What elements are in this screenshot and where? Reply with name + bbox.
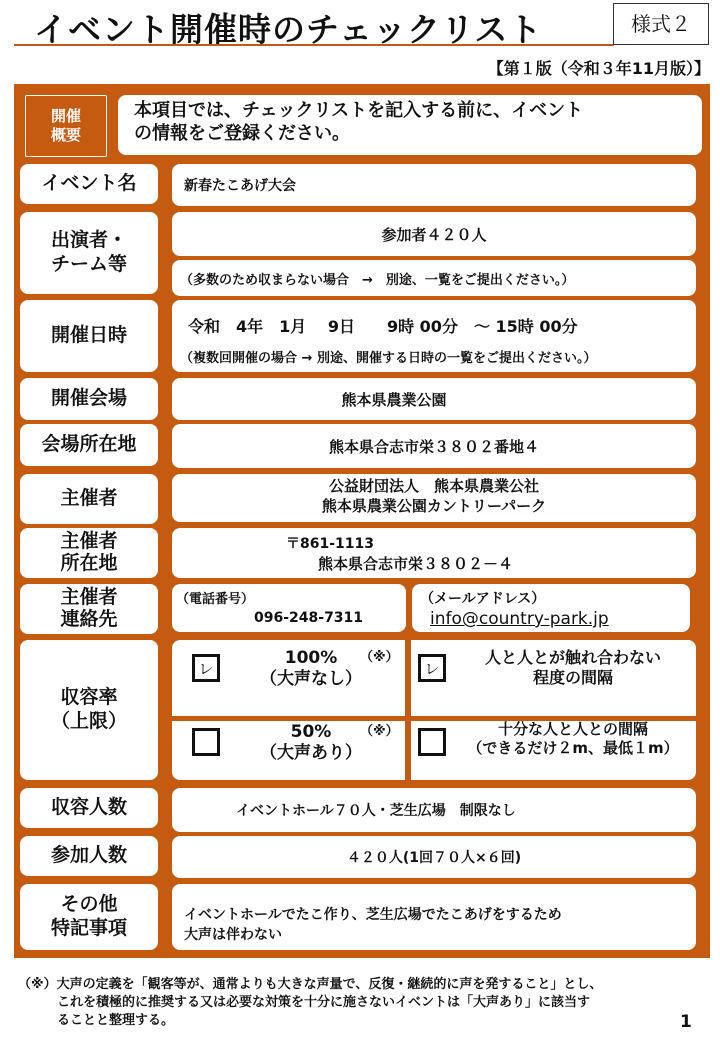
option-100-percent-line2: （大声なし） (260, 669, 362, 690)
venue-address-label: 会場所在地 (20, 424, 158, 466)
option-50-percent-line2: （大声あり） (260, 743, 362, 764)
phone-field[interactable]: 096-248-7311 (254, 610, 364, 626)
organizer-contact-label-line2: 連絡先 (60, 608, 118, 630)
participants-field[interactable]: ４２０人(1回７０人×６回) (172, 836, 696, 878)
email-link[interactable]: info@country-park.jp (430, 609, 609, 629)
organizer-field[interactable] (172, 474, 696, 522)
other-notes-label-line2: 特記事項 (50, 917, 127, 939)
overview-label-line1: 開催 (50, 107, 81, 126)
overview-label-line2: 概要 (50, 126, 81, 144)
other-notes-line1: イベントホールでたこ作り、芝生広場でたこあげをするため (184, 907, 562, 923)
performers-label-line1: 出演者・ (50, 229, 127, 252)
option-50-percent-note: （※） (360, 724, 399, 739)
performers-label-line2: チーム等 (50, 253, 127, 275)
checkbox-no-contact-spacing[interactable] (418, 654, 446, 682)
option-no-contact-spacing-line2: 程度の間隔 (532, 668, 613, 687)
footnote-line1: （※）大声の定義を「観客等が、通常よりも大きな声量で、反復・継続的に声を発すること」とし、 (18, 977, 603, 992)
capacity-label: 収容人数 (20, 788, 158, 828)
checkbox-sufficient-spacing[interactable] (418, 728, 446, 756)
organizer-line2: 熊本県農業公園カントリーパーク (321, 496, 547, 515)
datetime-field-box (172, 300, 696, 372)
overview-text-box (118, 95, 702, 155)
overview-text-line2: の情報をご登録ください。 (134, 123, 350, 145)
organizer-contact-label-line1: 主催者 (60, 586, 118, 609)
option-sufficient-spacing-text (452, 720, 694, 758)
overview-label (25, 95, 107, 157)
edition-label: 【第１版（令和３年11月版）】 (487, 59, 710, 78)
capacity-rate-label (20, 640, 158, 780)
postal-code: 〒861-1113 (286, 536, 374, 552)
organizer-label: 主催者 (20, 474, 158, 524)
venue-address-field[interactable]: 熊本県合志市栄３８０２番地４ (172, 424, 696, 468)
organizer-address-label (20, 528, 158, 578)
email-label: （メールアドレス） (420, 591, 546, 607)
organizer-address-label-line1: 主催者 (60, 530, 118, 553)
option-no-contact-spacing-text (455, 648, 691, 688)
venue-label: 開催会場 (20, 378, 158, 420)
datetime-note: （複数回開催の場合 → 別途、開催する日時の一覧をご提出ください。） (180, 351, 597, 366)
option-50-percent-line1: 50% (290, 722, 332, 742)
performers-field[interactable]: 参加者４２０人 (172, 212, 696, 256)
footnote-line2: これを積極的に推奨する又は必要な対策を十分に施さないイベントは「大声あり」に該当す (18, 995, 591, 1011)
performers-label (20, 212, 158, 294)
checkbox-50-percent[interactable] (192, 728, 220, 756)
option-50-percent-text (246, 722, 376, 765)
page-number: 1 (680, 1012, 692, 1032)
option-sufficient-spacing-line1: 十分な人と人との間隔 (497, 720, 648, 738)
capacity-rate-vertical-divider (405, 640, 411, 780)
datetime-label: 開催日時 (20, 300, 158, 372)
phone-field-box (172, 584, 406, 632)
capacity-field[interactable]: イベントホール７０人・芝生広場 制限なし (172, 788, 696, 832)
phone-label: （電話番号） (176, 592, 255, 607)
other-notes-line2: 大声は伴わない (184, 926, 282, 943)
other-notes-field[interactable] (172, 884, 696, 950)
other-notes-label (20, 884, 158, 950)
option-100-percent-text (246, 648, 376, 691)
venue-field[interactable]: 熊本県農業公園 (172, 378, 696, 420)
participants-label: 参加人数 (20, 836, 158, 876)
option-no-contact-spacing-line1: 人と人とが触れ合わない (484, 648, 661, 667)
checkbox-100-percent[interactable] (192, 654, 220, 682)
footnote-line3: ることと整理する。 (18, 1013, 175, 1029)
organizer-address-label-line2: 所在地 (60, 552, 118, 574)
title-underline (14, 44, 614, 46)
organizer-line1: 公益財団法人 熊本県農業公社 (328, 477, 539, 495)
check-mark-icon: レ (198, 659, 214, 678)
email-field-box (412, 584, 690, 632)
organizer-address-value: 熊本県合志市栄３８０２－４ (318, 555, 514, 573)
form-number-badge: 様式２ (613, 3, 709, 45)
capacity-rate-label-line1: 収容率 (60, 686, 118, 709)
organizer-address-field[interactable] (172, 528, 696, 578)
event-name-label: イベント名 (20, 164, 158, 204)
event-name-field[interactable]: 新春たこあげ大会 (172, 164, 696, 206)
option-100-percent-line1: 100% (284, 648, 338, 668)
footnote (18, 976, 718, 1031)
performers-note: （多数のため収まらない場合 → 別途、一覧をご提出ください。） (172, 260, 696, 296)
capacity-rate-label-line2: （上限） (50, 710, 127, 732)
datetime-field[interactable]: 令和 4年 1月 9日 9時 00分 ～ 15時 00分 (188, 317, 578, 336)
check-mark-icon: レ (424, 659, 440, 678)
option-sufficient-spacing-line2: （できるだけ２m、最低１m） (467, 738, 679, 757)
organizer-contact-label (20, 584, 158, 634)
option-100-percent-note: （※） (360, 650, 399, 665)
overview-text-line1: 本項目では、チェックリストを記入する前に、イベント (134, 100, 584, 121)
other-notes-label-line1: その他 (60, 893, 118, 916)
page-title: イベント開催時のチェックリスト (34, 10, 543, 49)
